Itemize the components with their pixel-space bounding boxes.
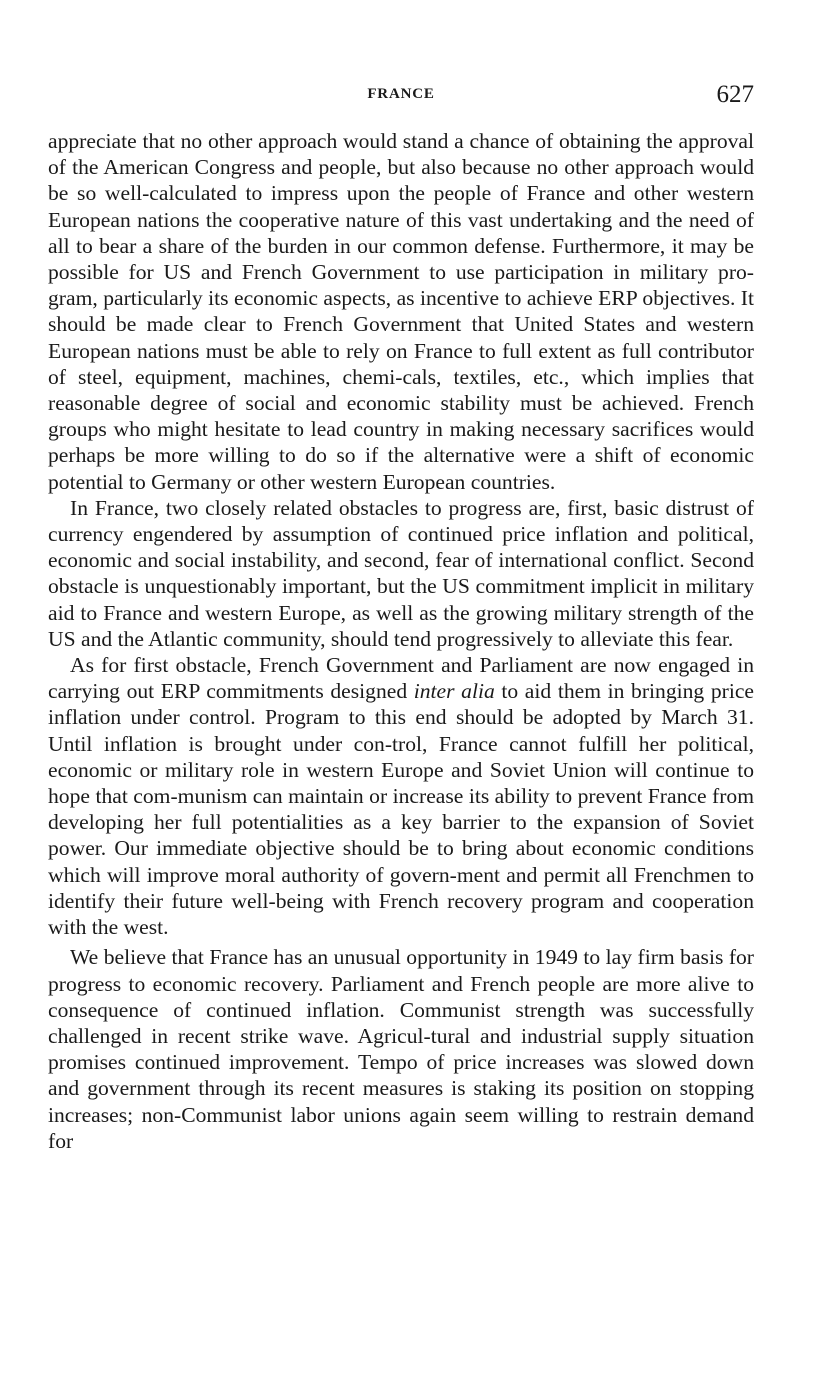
paragraph-3 — [48, 652, 754, 940]
page-number: 627 — [716, 81, 754, 108]
running-header — [48, 82, 754, 112]
paragraph-4: We believe that France has an unusual opportunity in 1949 to lay firm basis for progress to economic recovery. Parliament and French people are more alive to consequence of continued inflation. Communist strength was successfully challenged in recent strike wave. Agricul-tural and industrial supply situation promises continued improvement. Tempo of price increases was slowed down and government through its recent measures is staking its position on stopping increases; non-Communist labor unions again seem willing to restrain demand for — [48, 945, 754, 1153]
paragraph-1: appreciate that no other approach would stand a chance of obtaining the approval of the American Congress and people, but also because no other approach would be so well-calculated to impress upon the people of France and other western European nations the cooperative nature of this vast undertaking and the need of all to bear a share of the burden in our common defense. Furthermore, it may be possible for US and French Government to use participation in military pro-gram, particularly its economic aspects, as incentive to achieve ERP objectives. It should be made clear to French Government that United States and western European nations must be able to rely on France to full extent as full contributor of steel, equipment, machines, chemi-cals, textiles, etc., which implies that reasonable degree of social and economic stability must be achieved. French groups who might hesitate to lead country in making necessary sacrifices would perhaps be more willing to do so if the alternative were a shift of economic potential to Germany or other western European countries. — [48, 129, 754, 494]
paragraph-2: In France, two closely related obstacles to progress are, first, basic distrust of currency engendered by assumption of continued price inflation and political, economic and social instability, and second, fear of international conflict. Second obstacle is unquestionably important, but the US commitment implicit in military aid to France and western Europe, as well as the growing military strength of the US and the Atlantic community, should tend progressively to alleviate this fear. — [48, 495, 754, 651]
body-text — [48, 128, 754, 1154]
italic-phrase: inter alia — [413, 679, 495, 704]
paragraph-3-part-2: to aid them in bringing price inflation under control. Program to this end should be adopted by March 31. Until inflation is brought under con-trol, France cannot fulfill her political, economic or military role in western Europe and Soviet Union will continue to hope that com-munism can maintain or increase its ability to prevent France from developing her full potentialities as a key barrier to the expansion of Soviet power. Our immediate objective should be to bring about economic conditions which will improve moral authority of govern-ment and permit all Frenchmen to identify their future well-being with French recovery program and cooperation with the west. — [48, 679, 754, 940]
running-title: FRANCE — [367, 86, 435, 102]
paragraph-3-part-1: As for first obstacle, French Government and Parliament are now engaged in carrying out ERP commitments designed — [48, 653, 754, 704]
